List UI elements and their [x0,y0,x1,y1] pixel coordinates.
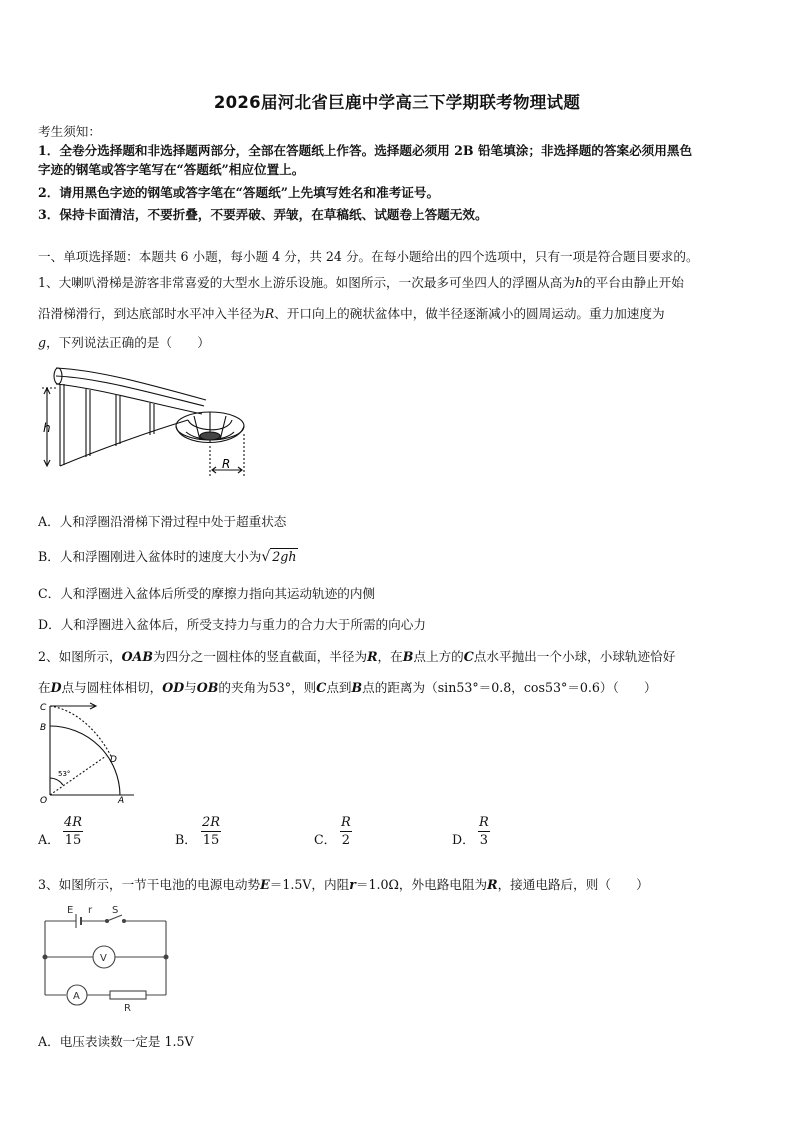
q2-option-b-fraction [201,815,221,848]
q2-option-c-label: C． [314,832,337,847]
q2-option-a-label: A． [38,832,60,847]
q2-text: 在 [38,680,51,695]
notice-line-1b: 字迹的钢笔或答字笔写在“答题纸”相应位置上。 [38,162,305,177]
notice-line-2: 2．请用黑色字迹的钢笔或答字笔在“答题纸”上先填写姓名和准考证号。 [38,185,440,200]
q2-option-d-fraction [478,815,490,848]
q1-text: 1、大喇叭滑梯是游客非常喜爱的大型水上游乐设施。如图所示，一次最多可坐四人的浮圈从高为 [38,275,575,290]
q2-text: 为四分之一圆柱体的竖直截面，半径为 [152,649,368,664]
q1-var-g: g [38,335,47,350]
fig-label-h: h [43,421,51,435]
q2-text: ，在 [377,649,403,664]
q2-text: 点的距离为（sin53°＝0.8，cos53°＝0.6）（ ） [362,680,657,695]
q3-text: ＝1.0Ω，外电路电阻为 [355,877,488,892]
section-heading: 一、单项选择题：本题共 6 小题，每小题 4 分，共 24 分。在每小题给出的四个选项中，只有一项是符合题目要求的。 [38,249,699,264]
q1-text: 、开口向上的碗状盆体中，做半径逐渐减小的圆周运动。重力加速度为 [274,306,665,321]
slide-structure [42,368,244,476]
fraction-denominator: 3 [479,833,489,848]
q3-line-1 [38,874,649,893]
q2-var: OB [196,680,219,695]
q2-line-1 [38,646,675,665]
q3-var: E [260,877,270,892]
fig-label-R: R [222,457,231,471]
notice-heading: 考生须知： [38,124,101,139]
q1-option-d: D．人和浮圈进入盆体后，所受支持力与重力的合力大于所需的向心力 [38,617,426,632]
q2-var: R [367,649,378,664]
fraction-denominator: 2 [341,833,351,848]
q1-option-b [38,546,298,565]
q2-var: B [351,680,363,695]
circuit-label-E: E [67,905,74,916]
q3-circuit-figure [40,903,172,1014]
q2-var: C [316,680,327,695]
q2-text: 点上方的 [413,649,464,664]
sqrt-radicand: 2gh [272,549,297,564]
sqrt-symbol: √ [261,549,271,565]
voltmeter-icon: V [100,953,107,964]
q2-option-a-fraction [63,815,83,848]
fig-angle-label: 53° [58,770,71,778]
q1-line-3 [38,332,210,351]
q2-quarter-circle-figure [38,700,148,806]
q2-line-2 [38,677,657,696]
q3-option-a: A．电压表读数一定是 1.5V [38,1034,194,1049]
fig-label-O: O [40,796,48,806]
q1-text: ，下列说法正确的是（ ） [46,335,210,350]
circuit-label-R: R [124,1003,131,1014]
q1-var-R: R [264,306,275,321]
q2-text: 的夹角为53°，则 [218,680,317,695]
q2-var: C [463,649,474,664]
q1-option-b-text: B．人和浮圈刚进入盆体时的速度大小为 [38,549,262,564]
q2-text: 点水平抛出一个小球，小球轨迹恰好 [473,649,676,664]
q2-var: D [50,680,62,695]
q2-text: 点与圆柱体相切， [61,680,163,695]
q1-var-h: h [574,275,584,290]
circuit-label-r: r [88,905,93,916]
q2-option-b-label: B． [175,832,197,847]
q3-text: ＝1.5V，内阻 [269,877,350,892]
notice-line-1a: 1．全卷分选择题和非选择题两部分，全部在答题纸上作答。选择题必须用 2B 铅笔填涂；非选择题的答案必须用黑色 [38,143,693,158]
q2-option-d-label: D． [452,832,475,847]
fraction-denominator: 15 [64,833,82,848]
q1-slide-figure [38,362,238,480]
q1-text: 沿滑梯滑行，到达底部时水平冲入半径为 [38,306,265,321]
q3-var: r [349,877,356,892]
fraction-numerator: 4R [64,815,83,830]
ammeter-icon: A [73,991,80,1002]
q2-text: 与 [184,680,197,695]
q3-text: ，接通电路后，则（ ） [497,877,649,892]
fraction-denominator: 15 [202,833,220,848]
q2-text: 点到 [326,680,352,695]
fig-label-C: C [40,703,47,713]
fraction-numerator: R [341,815,351,830]
q2-text: 2、如图所示， [38,649,122,664]
fraction-numerator: R [479,815,489,830]
fig-label-D: D [110,755,117,765]
fig-label-B: B [40,723,47,733]
quarter-circle-geometry [50,703,134,795]
fraction-numerator: 2R [202,815,221,830]
q2-var: OAB [121,649,153,664]
circuit-label-S: S [112,905,119,916]
q1-option-c: C．人和浮圈进入盆体后所受的摩擦力指向其运动轨迹的内侧 [38,586,376,601]
q1-option-a: A．人和浮圈沿滑梯下滑过程中处于超重状态 [38,514,287,529]
q1-text: 的平台由静止开始 [583,275,684,290]
q3-text: 3、如图所示，一节干电池的电源电动势 [38,877,261,892]
q2-option-c-fraction [340,815,352,848]
fig-label-A: A [118,796,125,806]
q1-line-2 [38,303,665,322]
q2-var: OD [162,680,185,695]
notice-line-3: 3．保持卡面清洁，不要折叠，不要弄破、弄皱，在草稿纸、试题卷上答题无效。 [38,207,488,222]
q2-var: B [402,649,414,664]
q1-line-1 [38,272,684,291]
q3-var: R [487,877,498,892]
page-title: 2026届河北省巨鹿中学高三下学期联考物理试题 [213,93,581,112]
